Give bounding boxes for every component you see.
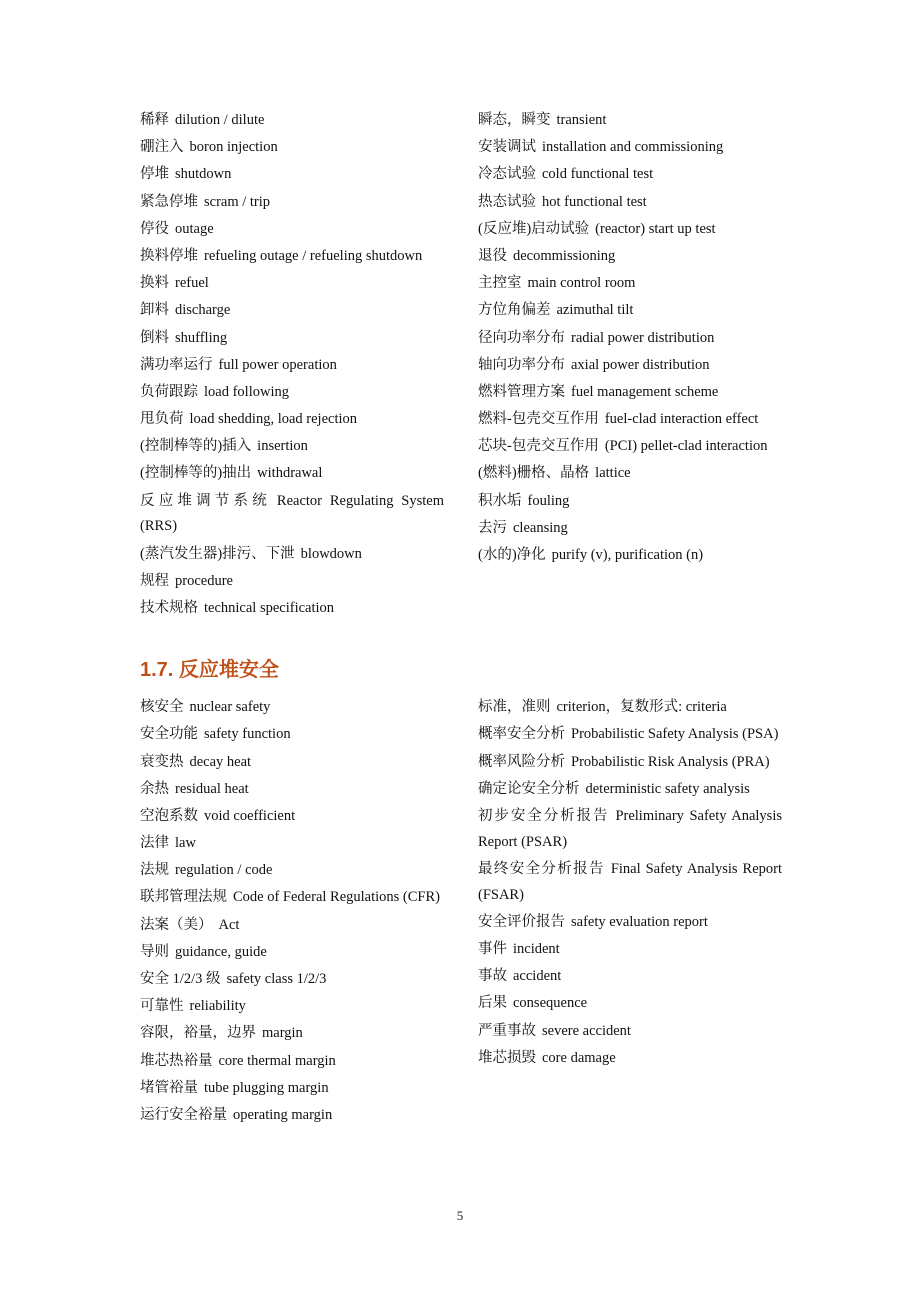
term-chinese: 硼注入 bbox=[140, 139, 184, 156]
term-chinese: 满功率运行 bbox=[140, 356, 213, 373]
term-english: cold functional test bbox=[542, 166, 654, 183]
term-chinese: (燃料)栅格、晶格 bbox=[478, 465, 590, 482]
term-english: (PCI) pellet-clad interaction bbox=[604, 438, 768, 455]
glossary-entry bbox=[478, 380, 782, 406]
term-english: operating margin bbox=[233, 1106, 333, 1123]
glossary-entry bbox=[140, 434, 444, 460]
term-chinese: 法规 bbox=[140, 862, 169, 879]
term-chinese: 核安全 bbox=[140, 699, 184, 716]
term-english: refuel bbox=[175, 275, 209, 292]
glossary-entry bbox=[140, 217, 444, 243]
term-english: Code of Federal Regulations (CFR) bbox=[233, 889, 441, 906]
glossary-entry bbox=[140, 913, 444, 939]
term-chinese: 标准，准则 bbox=[478, 699, 551, 716]
term-english: main control room bbox=[527, 275, 636, 292]
glossary-entry bbox=[478, 937, 782, 963]
term-chinese: 轴向功率分布 bbox=[478, 356, 565, 373]
term-english: axial power distribution bbox=[571, 356, 710, 373]
term-chinese: 事件 bbox=[478, 941, 507, 958]
term-english: Preliminary Safety Analysis Report (PSAR) bbox=[478, 807, 782, 850]
section-heading-reactor-safety: 1.7. 反应堆安全 bbox=[140, 659, 279, 682]
glossary-entry bbox=[478, 326, 782, 352]
term-english: fouling bbox=[527, 492, 570, 509]
glossary-entry bbox=[140, 1049, 444, 1075]
glossary-section-operations bbox=[140, 108, 782, 623]
glossary-entry bbox=[140, 162, 444, 188]
term-chinese: 安全评价报告 bbox=[478, 913, 565, 930]
glossary-column-right bbox=[478, 695, 782, 1130]
glossary-entry bbox=[140, 326, 444, 352]
term-chinese: 倒料 bbox=[140, 329, 169, 346]
term-english: shuffling bbox=[175, 329, 228, 346]
glossary-entry bbox=[140, 940, 444, 966]
term-chinese: 反应堆调节系统 bbox=[140, 492, 271, 509]
glossary-entry bbox=[478, 407, 782, 433]
term-english: fuel management scheme bbox=[571, 383, 719, 400]
term-english: outage bbox=[175, 220, 214, 237]
term-chinese: 换料 bbox=[140, 275, 169, 292]
term-chinese: 积水垢 bbox=[478, 492, 522, 509]
glossary-entry bbox=[140, 380, 444, 406]
term-english: void coefficient bbox=[204, 807, 296, 824]
glossary-entry bbox=[140, 353, 444, 379]
glossary-entry bbox=[478, 244, 782, 270]
term-english: safety function bbox=[204, 726, 291, 743]
glossary-entry bbox=[140, 108, 444, 134]
glossary-column-right bbox=[478, 108, 782, 623]
term-chinese: 停堆 bbox=[140, 166, 169, 183]
glossary-entry bbox=[140, 831, 444, 857]
term-chinese: 最终安全分析报告 bbox=[478, 860, 605, 877]
glossary-entry bbox=[140, 777, 444, 803]
glossary-entry bbox=[478, 991, 782, 1017]
glossary-entry bbox=[140, 858, 444, 884]
glossary-entry bbox=[140, 407, 444, 433]
glossary-column-left bbox=[140, 108, 444, 623]
term-english: scram / trip bbox=[204, 193, 271, 210]
glossary-entry bbox=[140, 596, 444, 622]
term-chinese: 芯块-包壳交互作用 bbox=[478, 438, 599, 455]
term-english: deterministic safety analysis bbox=[585, 780, 750, 797]
term-english: fuel-clad interaction effect bbox=[604, 411, 759, 428]
term-chinese: (水的)净化 bbox=[478, 547, 546, 563]
term-chinese: 燃料-包壳交互作用 bbox=[478, 411, 599, 428]
term-english: Reactor Regulating System (RRS) bbox=[140, 492, 444, 535]
term-chinese: 余热 bbox=[140, 780, 169, 797]
glossary-entry bbox=[140, 885, 444, 911]
term-chinese: 运行安全裕量 bbox=[140, 1106, 227, 1123]
term-english: refueling outage / refueling shutdown bbox=[204, 247, 423, 264]
term-chinese: 衰变热 bbox=[140, 753, 184, 770]
term-english: (reactor) start up test bbox=[595, 220, 716, 237]
glossary-column-left bbox=[140, 695, 444, 1130]
term-chinese: 技术规格 bbox=[140, 599, 198, 616]
term-chinese: 安全功能 bbox=[140, 726, 198, 743]
term-chinese: (反应堆)启动试验 bbox=[478, 220, 590, 237]
glossary-entry bbox=[478, 804, 782, 856]
term-chinese: 确定论安全分析 bbox=[478, 780, 580, 797]
glossary-entry bbox=[140, 967, 444, 993]
term-chinese: 严重事故 bbox=[478, 1022, 536, 1039]
glossary-entry bbox=[478, 777, 782, 803]
term-chinese: 初步安全分析报告 bbox=[478, 807, 610, 824]
glossary-entry bbox=[478, 695, 782, 721]
term-chinese: 堆芯热裕量 bbox=[140, 1052, 213, 1069]
glossary-entry bbox=[140, 1021, 444, 1047]
term-english: safety class 1/2/3 bbox=[226, 971, 327, 988]
term-chinese: 可靠性 bbox=[140, 998, 184, 1015]
term-chinese: 退役 bbox=[478, 247, 507, 264]
term-chinese: 概率安全分析 bbox=[478, 726, 565, 743]
term-english: incident bbox=[513, 941, 560, 958]
glossary-entry bbox=[478, 489, 782, 515]
term-english: transient bbox=[556, 112, 607, 128]
term-english: reliability bbox=[189, 998, 246, 1015]
term-english: safety evaluation report bbox=[571, 913, 708, 930]
term-chinese: 堆芯损毁 bbox=[478, 1049, 536, 1066]
term-chinese: 冷态试验 bbox=[478, 166, 536, 183]
term-english: Act bbox=[218, 916, 240, 933]
term-chinese: 空泡系数 bbox=[140, 807, 198, 824]
term-english: law bbox=[175, 835, 196, 852]
glossary-entry bbox=[478, 722, 782, 748]
term-english: installation and commissioning bbox=[542, 139, 724, 156]
glossary-entry bbox=[140, 1103, 444, 1129]
glossary-entry bbox=[478, 298, 782, 324]
term-english: load shedding, load rejection bbox=[189, 411, 358, 428]
glossary-section-reactor-safety bbox=[140, 695, 782, 1130]
term-english: criterion，复数形式: criteria bbox=[556, 699, 727, 716]
glossary-entry bbox=[478, 461, 782, 487]
term-chinese: 紧急停堆 bbox=[140, 193, 198, 210]
term-english: boron injection bbox=[189, 139, 278, 156]
term-english: nuclear safety bbox=[189, 699, 271, 716]
term-english: discharge bbox=[175, 302, 231, 319]
glossary-entry bbox=[478, 271, 782, 297]
term-english: radial power distribution bbox=[571, 329, 715, 346]
glossary-entry bbox=[478, 543, 782, 569]
term-chinese: 甩负荷 bbox=[140, 411, 184, 428]
glossary-entry bbox=[478, 108, 782, 134]
term-chinese: 安装调试 bbox=[478, 139, 536, 156]
glossary-entry bbox=[478, 353, 782, 379]
glossary-entry bbox=[478, 135, 782, 161]
term-chinese: 稀释 bbox=[140, 112, 169, 128]
term-english: procedure bbox=[175, 572, 233, 589]
glossary-entry bbox=[140, 244, 444, 270]
term-chinese: 法案（美） bbox=[140, 916, 213, 933]
term-chinese: 概率风险分析 bbox=[478, 753, 565, 770]
term-english: hot functional test bbox=[542, 193, 647, 210]
term-chinese: 换料停堆 bbox=[140, 247, 198, 264]
term-english: cleansing bbox=[513, 519, 568, 536]
term-english: insertion bbox=[257, 438, 308, 455]
term-english: accident bbox=[513, 968, 562, 985]
glossary-entry bbox=[478, 162, 782, 188]
glossary-entry bbox=[140, 271, 444, 297]
term-english: regulation / code bbox=[175, 862, 273, 879]
glossary-entry bbox=[478, 434, 782, 460]
glossary-entry bbox=[478, 217, 782, 243]
term-chinese: 规程 bbox=[140, 572, 169, 589]
term-english: decommissioning bbox=[513, 247, 616, 264]
term-english: purify (v), purification (n) bbox=[551, 547, 704, 563]
glossary-entry bbox=[140, 994, 444, 1020]
term-chinese: 联邦管理法规 bbox=[140, 889, 227, 906]
term-english: withdrawal bbox=[257, 465, 323, 482]
term-english: technical specification bbox=[204, 599, 335, 616]
term-english: blowdown bbox=[300, 545, 362, 562]
term-chinese: 去污 bbox=[478, 519, 507, 536]
term-english: full power operation bbox=[218, 356, 337, 373]
term-chinese: (蒸汽发生器)排污、下泄 bbox=[140, 545, 295, 562]
term-english: severe accident bbox=[542, 1022, 631, 1039]
term-chinese: 燃料管理方案 bbox=[478, 383, 565, 400]
term-chinese: 方位角偏差 bbox=[478, 302, 551, 319]
term-chinese: 热态试验 bbox=[478, 193, 536, 210]
term-chinese: 法律 bbox=[140, 835, 169, 852]
glossary-entry bbox=[140, 489, 444, 541]
term-english: dilution / dilute bbox=[175, 112, 265, 128]
term-chinese: 安全 1/2/3 级 bbox=[140, 971, 221, 988]
glossary-entry bbox=[140, 298, 444, 324]
term-chinese: 主控室 bbox=[478, 275, 522, 292]
term-chinese: (控制棒等的)插入 bbox=[140, 438, 252, 455]
glossary-entry bbox=[140, 190, 444, 216]
term-english: Probabilistic Risk Analysis (PRA) bbox=[571, 753, 770, 770]
term-english: shutdown bbox=[175, 166, 232, 183]
term-english: azimuthal tilt bbox=[556, 302, 634, 319]
glossary-entry bbox=[478, 1019, 782, 1045]
glossary-entry bbox=[478, 857, 782, 909]
term-english: core thermal margin bbox=[218, 1052, 336, 1069]
term-english: guidance, guide bbox=[175, 943, 267, 960]
glossary-entry bbox=[140, 750, 444, 776]
glossary-entry bbox=[478, 190, 782, 216]
glossary-entry bbox=[478, 750, 782, 776]
term-chinese: 后果 bbox=[478, 995, 507, 1012]
term-chinese: 停役 bbox=[140, 220, 169, 237]
term-chinese: 容限，裕量，边界 bbox=[140, 1025, 256, 1042]
glossary-entry bbox=[478, 1046, 782, 1072]
term-english: tube plugging margin bbox=[204, 1079, 329, 1096]
glossary-entry bbox=[478, 964, 782, 990]
term-english: core damage bbox=[542, 1049, 616, 1066]
glossary-entry bbox=[140, 1076, 444, 1102]
glossary-entry bbox=[478, 516, 782, 542]
term-chinese: 事故 bbox=[478, 968, 507, 985]
term-chinese: 卸料 bbox=[140, 302, 169, 319]
term-english: Probabilistic Safety Analysis (PSA) bbox=[571, 726, 779, 743]
glossary-entry bbox=[140, 804, 444, 830]
term-chinese: 堵管裕量 bbox=[140, 1079, 198, 1096]
page-number: 5 bbox=[456, 1208, 464, 1223]
term-english: decay heat bbox=[189, 753, 252, 770]
glossary-entry bbox=[140, 135, 444, 161]
term-english: Final Safety Analysis Report (FSAR) bbox=[478, 860, 783, 903]
term-english: margin bbox=[262, 1025, 303, 1042]
glossary-entry bbox=[478, 910, 782, 936]
document-page bbox=[140, 108, 782, 1130]
term-chinese: 负荷跟踪 bbox=[140, 383, 198, 400]
glossary-entry bbox=[140, 722, 444, 748]
term-english: residual heat bbox=[175, 780, 249, 797]
glossary-entry bbox=[140, 542, 444, 568]
term-chinese: 瞬态，瞬变 bbox=[478, 112, 551, 128]
term-chinese: (控制棒等的)抽出 bbox=[140, 465, 252, 482]
term-english: load following bbox=[204, 383, 289, 400]
glossary-entry bbox=[140, 461, 444, 487]
term-chinese: 导则 bbox=[140, 943, 169, 960]
term-english: consequence bbox=[513, 995, 588, 1012]
term-chinese: 径向功率分布 bbox=[478, 329, 565, 346]
glossary-entry bbox=[140, 569, 444, 595]
glossary-entry bbox=[140, 695, 444, 721]
term-english: lattice bbox=[595, 465, 631, 482]
